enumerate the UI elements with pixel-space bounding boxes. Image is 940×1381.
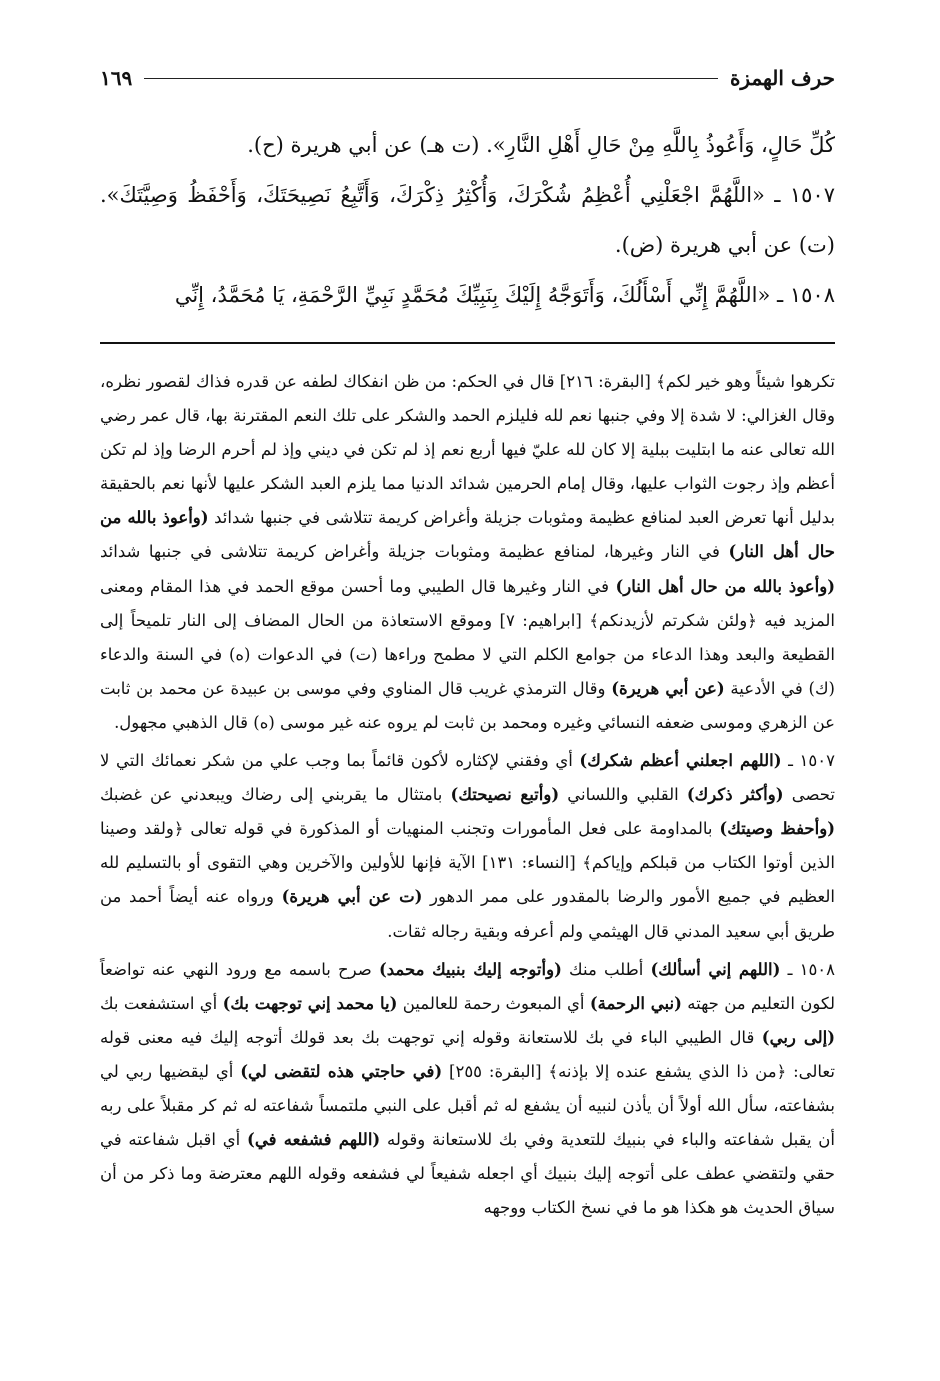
commentary-paragraph: [100, 365, 835, 740]
commentary-text: أطلب منك: [561, 959, 651, 979]
commentary-quote: (اللهم اجعلني أعظم شكرك): [579, 751, 782, 771]
chapter-title: حرف الهمزة: [729, 66, 835, 90]
commentary-text: في النار وغيرها قال الطيبي وما أحسن موقع الحمد في هذا المقام ومعنى المزيد فيه ﴿ولئن شكرتم لأزيدنكم﴾ [ابراهيم: ٧] وموقع الاستعاذة من الحال المضاف إلى النار تلميحاً إلى القطيعة والبعد وهذا الدعاء من جوامع الكلم التي لا مطمح وراءها (ت) في الدعوات (ه) في السنة والدعاء (ك) في الأدعية: [100, 576, 835, 698]
page-number: ١٦٩: [100, 66, 133, 90]
commentary-paragraph-1507: [100, 744, 835, 949]
commentary: [100, 365, 835, 1229]
commentary-quote: (يا محمد إني توجهت بك): [222, 993, 398, 1013]
hadith-1507: ١٥٠٧ ـ «اللَّهُمَّ اجْعَلْنِي أُعْظِمُ شُكْرَكَ، وَأُكْثِرُ ذِكْرَكَ، وَأَتَّبِعُ نَصِيحَتَكَ، وَأَحْفَظُ وَصِيَّتَكَ». (ت) عن أبي هريرة (ض).: [100, 183, 835, 257]
commentary-quote: (وأعوذ بالله من حال أهل النار): [615, 576, 835, 596]
commentary-text: تكرهوا شيئاً وهو خير لكم﴾ [البقرة: ٢١٦] قال في الحكم: من ظن انفكاك لطفه عن قدره فذاك لقصور نظره، وقال الغزالي: لا شدة إلا وفي جنبها نعم لله فليلزم الحمد والشكر على تلك النعم المقترنة بها، قال عمر رضي الله تعالى عنه ما ابتليت ببلية إلا كان لله عليّ فيها أربع نعم إذ لم تكن في ديني وإذ لم أحرم الرضا وإذ لم تكن أعظم وإذ رجوت الثواب عليها، وقال إمام الحرمين شدائد الدنيا مما يلزم العبد الشكر عليها لأنها نعم بالحقيقة بدليل أنها تعرض العبد لمنافع عظيمة ومثوبات جزيلة وأغراض كريمة تتلاشى في جنبها شدائد: [100, 372, 835, 528]
commentary-quote: (اللهم فشفعه في): [247, 1130, 381, 1150]
commentary-text: في النار وغيرها، لمنافع عظيمة ومثوبات جزيلة وأغراض كريمة تتلاشى في جنبها شدائد: [100, 542, 729, 562]
commentary-text: بالمداومة على فعل المأمورات وتجنب المنهيات أو المذكورة في قوله تعالى ﴿ولقد وصينا الذين أوتوا الكتاب من قبلكم وإياكم﴾ [النساء: ١٣١] الآية فإنها للأولين والآخرين وهي التقوى أو بالتسليم لله العظيم في جميع الأمور والرضا بالمقدور على ممر الدهور: [100, 819, 835, 907]
hadith-text: [100, 120, 835, 320]
hadith-line: كُلِّ حَالٍ، وَأَعُوذُ بِاللَّهِ مِنْ حَالِ أَهْلِ النَّارِ». (ت هـ) عن أبي هريرة (ح).: [247, 133, 835, 157]
commentary-text: قال الطيبي الباء في بك للاستعانة وقوله إني توجهت بك بعد قولك أتوجه إليك فيه معنى قوله تعالى: ﴿من ذا الذي يشفع عنده إلا بإذنه﴾ [البقرة: ٢٥٥]: [100, 1027, 835, 1081]
commentary-quote: (عن أبي هريرة): [611, 678, 725, 698]
commentary-text: أي وفقني لإكثاره لأكون قائماً بما وجب علي من شكر نعمائك التي لا تحصى: [100, 751, 835, 805]
commentary-quote: (ت عن أبي هريرة): [281, 887, 423, 907]
commentary-quote: (وأحفظ وصيتك): [719, 819, 835, 839]
commentary-quote: (نبي الرحمة): [589, 993, 682, 1013]
commentary-quote: (إلى ربي): [761, 1027, 835, 1047]
commentary-paragraph-1508: [100, 953, 835, 1226]
commentary-text: صرح باسمه مع ورود النهي عنه تواضعاً لكون التعليم من جهته: [100, 959, 836, 1013]
commentary-text: وقال الترمذي غريب قال المناوي وفي موسى بن عبيدة عن محمد بن ثابت عن الزهري وموسى ضعفه النسائي وغيره ومحمد بن ثابت لم يروه عنه غير موسى (ه) قال الذهبي مجهول.: [100, 678, 835, 732]
commentary-quote: (وأتوجه إليك بنبيك محمد): [378, 959, 562, 979]
commentary-quote: (اللهم إني أسألك): [650, 959, 781, 979]
commentary-text: أي ليقضيها ربي لي بشفاعته، سأل الله أولاً أن يأذن لنبيه أن يشفع له ثم أقبل على النبي ملتمساً شفاعته له ثم كر مقبلاً على ربه أن يقبل شفاعته والباء في بنبيك للتعدية وفي بك للاستعانة وقوله: [100, 1061, 835, 1150]
commentary-quote: (وأتبع نصيحتك): [450, 785, 560, 805]
commentary-quote: (وأكثر ذكرك): [686, 785, 784, 805]
hadith-1508: ١٥٠٨ ـ «اللَّهُمَّ إِنِّي أَسْأَلُكَ، وَأَتَوَجَّهُ إِلَيْكَ بِنَبِيِّكَ مُحَمَّدٍ نَبِيِّ الرَّحْمَةِ، يَا مُحَمَّدُ، إِنِّي: [174, 283, 835, 307]
commentary-text: أي المبعوث رحمة للعالمين: [397, 993, 590, 1013]
header-rule: [144, 78, 718, 79]
commentary-quote: (وأعوذ بالله من حال أهل النار): [100, 508, 835, 562]
commentary-number: ١٥٠٧ ـ: [781, 751, 835, 771]
commentary-text: بامتثال ما يقربني إلى رضاك ويبعدني عن غضبك: [100, 785, 451, 805]
commentary-quote: (في حاجتي هذه لتقضى لي): [240, 1061, 443, 1081]
commentary-number: ١٥٠٨ ـ: [780, 959, 836, 979]
commentary-text: ورواه عنه أيضاً أحمد من طريق أبي سعيد المدني قال الهيثمي ولم أعرفه وبقية رجاله ثقات.: [100, 887, 835, 941]
commentary-text: أي استشفعت بك: [100, 993, 223, 1013]
commentary-text: أي اقبل شفاعته في حقي ولتقضي عطف على أتوجه إليك بنبيك أي اجعله شفيعاً لي فشفعه وقوله اللهم معترضة وما ذكر من أن سياق الحديث هو هكذا هو ما في نسخ الكتاب ووجهه: [100, 1130, 835, 1218]
footnote-divider: [100, 342, 835, 344]
commentary-text: القلبي واللساني: [559, 785, 687, 805]
page-header: [100, 62, 835, 94]
